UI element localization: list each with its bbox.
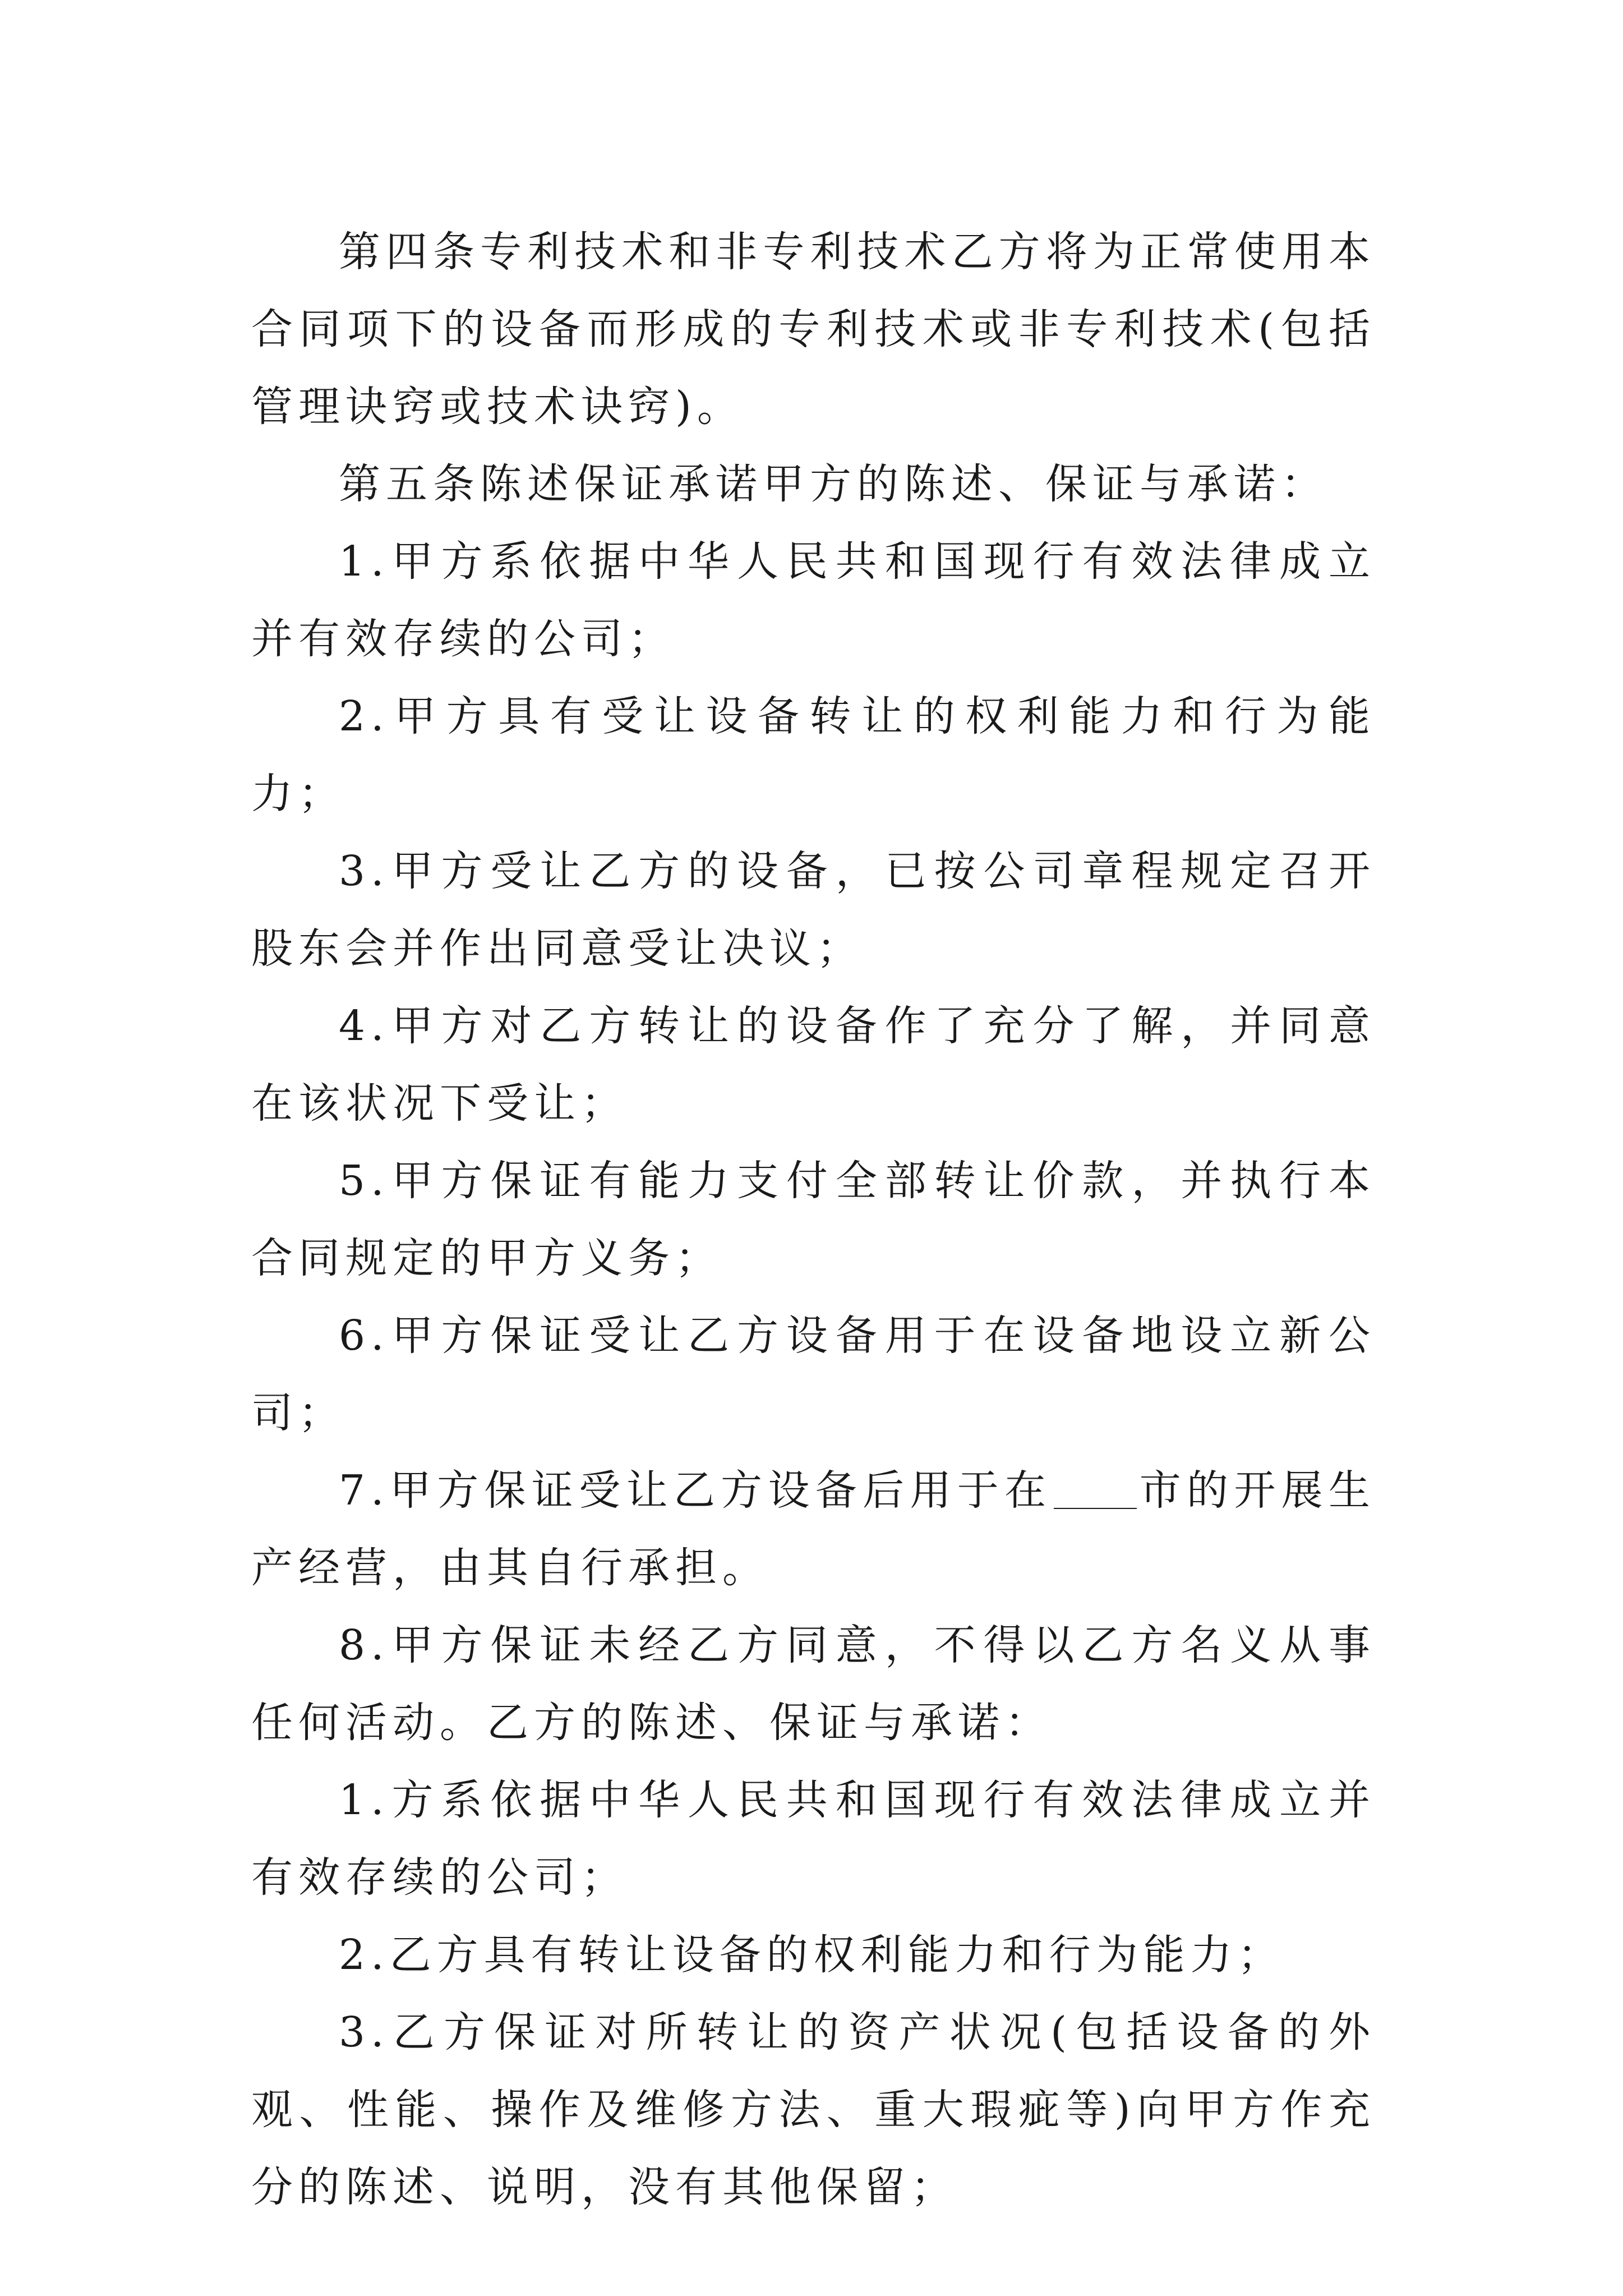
- party-a-item-4: 4.甲方对乙方转让的设备作了充分了解，并同意在该状况下受让；: [251, 1002, 1376, 1128]
- party-b-item-1: 1.方系依据中华人民共和国现行有效法律成立并有效存续的公司；: [251, 1776, 1376, 1902]
- party-a-item-6: 6.甲方保证受让乙方设备用于在设备地设立新公司；: [251, 1312, 1376, 1437]
- party-a-item-5: 5.甲方保证有能力支付全部转让价款，并执行本合同规定的甲方义务；: [251, 1157, 1376, 1282]
- article-5-heading: 第五条陈述保证承诺甲方的陈述、保证与承诺：: [339, 460, 1328, 508]
- party-a-item-7-text-after: 市的开展生产经营，由其自行承担。: [251, 1466, 1376, 1592]
- party-a-item-3: 3.甲方受让乙方的设备，已按公司章程规定召开股东会并作出同意受让决议；: [251, 847, 1376, 973]
- party-a-item-2: 2.甲方具有受让设备转让的权利能力和行为能力；: [251, 692, 1376, 818]
- party-b-item-3: 3.乙方保证对所转让的资产状况(包括设备的外观、性能、操作及维修方法、重大瑕疵等)向甲方作充分的陈述、说明，没有其他保留；: [251, 2008, 1376, 2211]
- party-a-item-7-text-before: 7.甲方保证受让乙方设备后用于在: [339, 1466, 1052, 1515]
- document-body: [251, 213, 1376, 2226]
- party-a-item-1: 1.甲方系依据中华人民共和国现行有效法律成立并有效存续的公司；: [251, 537, 1376, 663]
- city-blank-line: [1054, 1508, 1137, 1509]
- party-a-item-8: 8.甲方保证未经乙方同意，不得以乙方名义从事任何活动。乙方的陈述、保证与承诺：: [251, 1621, 1376, 1747]
- party-b-item-2: 2.乙方具有转让设备的权利能力和行为能力；: [339, 1931, 1285, 1979]
- party-a-item-7: [251, 1452, 1376, 1607]
- article-4-paragraph: 第四条专利技术和非专利技术乙方将为正常使用本合同项下的设备而形成的专利技术或非专利技术(包括管理诀窍或技术诀窍)。: [251, 228, 1376, 431]
